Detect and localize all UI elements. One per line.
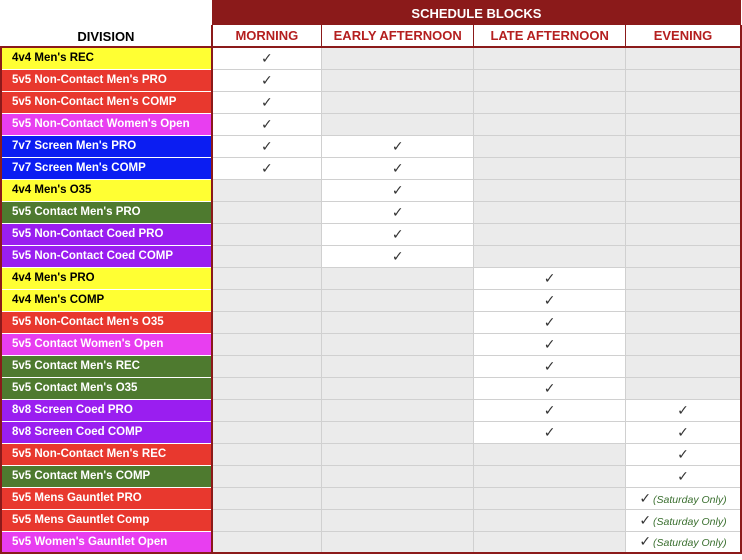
schedule-cell[interactable] (212, 487, 322, 509)
schedule-cell[interactable] (212, 179, 322, 201)
table-row (1, 69, 741, 91)
schedule-cell[interactable] (625, 399, 741, 421)
division-cell[interactable]: 5v5 Contact Men's PRO (1, 201, 212, 223)
check-icon: ✓ (639, 512, 652, 529)
schedule-cell[interactable] (474, 135, 625, 157)
schedule-cell[interactable] (474, 509, 625, 531)
table-row (1, 509, 741, 531)
table-row (1, 333, 741, 355)
schedule-cell[interactable] (474, 245, 625, 267)
check-icon: ✓ (543, 292, 556, 309)
division-cell[interactable]: 7v7 Screen Men's COMP (1, 157, 212, 179)
check-icon: ✓ (261, 94, 273, 111)
schedule-cell[interactable] (321, 267, 473, 289)
check-icon: ✓ (677, 402, 689, 419)
schedule-cell[interactable] (625, 311, 741, 333)
schedule-cell[interactable] (474, 487, 625, 509)
schedule-cell[interactable] (321, 179, 473, 201)
schedule-cell[interactable] (321, 377, 473, 399)
schedule-cell[interactable] (212, 399, 322, 421)
schedule-cell[interactable] (212, 91, 322, 113)
schedule-cell[interactable] (212, 421, 322, 443)
division-cell[interactable]: 5v5 Non-Contact Coed PRO (1, 223, 212, 245)
schedule-cell[interactable] (212, 333, 322, 355)
schedule-cell[interactable] (321, 135, 473, 157)
check-icon: ✓ (639, 534, 652, 551)
check-icon: ✓ (391, 182, 404, 199)
schedule-cell[interactable] (321, 69, 473, 91)
check-icon: ✓ (639, 490, 652, 507)
table-row (1, 91, 741, 113)
table-row (1, 465, 741, 487)
schedule-cell[interactable] (474, 201, 625, 223)
schedule-cell[interactable] (212, 465, 322, 487)
schedule-cell[interactable] (625, 531, 741, 553)
check-icon: ✓ (261, 50, 273, 67)
schedule-cell[interactable] (625, 289, 741, 311)
schedule-cell[interactable] (625, 47, 741, 69)
schedule-cell[interactable] (321, 509, 473, 531)
check-icon: ✓ (543, 336, 556, 353)
schedule-cell[interactable] (212, 531, 322, 553)
schedule-cell[interactable] (212, 311, 322, 333)
table-row (1, 135, 741, 157)
schedule-cell[interactable] (625, 113, 741, 135)
schedule-cell[interactable] (212, 355, 322, 377)
schedule-cell[interactable] (212, 267, 322, 289)
division-cell[interactable]: 5v5 Contact Women's Open (1, 333, 212, 355)
schedule-cell[interactable] (321, 157, 473, 179)
division-cell[interactable]: 5v5 Contact Men's REC (1, 355, 212, 377)
table-row (1, 113, 741, 135)
schedule-cell[interactable] (625, 69, 741, 91)
schedule-cell[interactable] (321, 201, 473, 223)
division-cell[interactable]: 5v5 Non-Contact Coed COMP (1, 245, 212, 267)
check-icon: ✓ (391, 204, 404, 221)
schedule-cell[interactable] (321, 91, 473, 113)
schedule-cell[interactable] (625, 91, 741, 113)
check-icon: ✓ (261, 138, 273, 155)
schedule-cell[interactable] (625, 355, 741, 377)
schedule-cell[interactable] (625, 267, 741, 289)
schedule-cell[interactable] (212, 289, 322, 311)
schedule-cell[interactable] (625, 157, 741, 179)
schedule-cell[interactable] (474, 333, 625, 355)
check-icon: ✓ (543, 402, 556, 419)
schedule-cell[interactable] (474, 399, 625, 421)
table-row (1, 531, 741, 553)
table-row (1, 157, 741, 179)
schedule-cell[interactable] (474, 69, 625, 91)
schedule-cell[interactable] (212, 113, 322, 135)
schedule-cell[interactable] (212, 443, 322, 465)
block-header-evening[interactable]: EVENING (625, 25, 741, 47)
block-header-early-afternoon[interactable]: EARLY AFTERNOON (321, 25, 473, 47)
schedule-cell[interactable] (625, 223, 741, 245)
check-icon: ✓ (261, 72, 273, 89)
schedule-cell[interactable] (212, 377, 322, 399)
schedule-cell[interactable] (625, 487, 741, 509)
table-row (1, 245, 741, 267)
table-row (1, 399, 741, 421)
table-row (1, 377, 741, 399)
schedule-cell[interactable] (212, 201, 322, 223)
table-row (1, 421, 741, 443)
table-row (1, 267, 741, 289)
schedule-cell[interactable] (321, 311, 473, 333)
schedule-cell[interactable] (625, 245, 741, 267)
schedule-cell[interactable] (625, 201, 741, 223)
schedule-cell[interactable] (321, 421, 473, 443)
schedule-cell[interactable] (474, 377, 625, 399)
schedule-cell[interactable] (474, 443, 625, 465)
division-cell[interactable]: 7v7 Screen Men's PRO (1, 135, 212, 157)
table-row (1, 355, 741, 377)
schedule-cell[interactable] (625, 377, 741, 399)
schedule-cell[interactable] (625, 179, 741, 201)
schedule-cell[interactable] (321, 289, 473, 311)
table-row (1, 47, 741, 69)
schedule-cell[interactable] (321, 443, 473, 465)
availability-note: (Saturday Only) (653, 537, 727, 550)
check-icon: ✓ (543, 380, 556, 397)
schedule-cell[interactable] (474, 157, 625, 179)
division-cell[interactable]: 5v5 Contact Men's O35 (1, 377, 212, 399)
division-cell[interactable]: 5v5 Contact Men's COMP (1, 465, 212, 487)
check-icon: ✓ (677, 468, 689, 485)
schedule-cell[interactable] (474, 179, 625, 201)
check-icon: ✓ (677, 424, 689, 441)
check-icon: ✓ (391, 248, 404, 265)
check-icon: ✓ (543, 270, 556, 287)
schedule-cell[interactable] (212, 509, 322, 531)
block-header-late-afternoon[interactable]: LATE AFTERNOON (474, 25, 625, 47)
schedule-cell[interactable] (321, 399, 473, 421)
check-icon: ✓ (543, 314, 556, 331)
table-row (1, 201, 741, 223)
division-cell[interactable]: 4v4 Men's PRO (1, 267, 212, 289)
schedule-cell[interactable] (625, 443, 741, 465)
schedule-cell[interactable] (474, 113, 625, 135)
division-cell[interactable]: 5v5 Mens Gauntlet Comp (1, 509, 212, 531)
schedule-cell[interactable] (474, 465, 625, 487)
schedule-cell[interactable] (212, 135, 322, 157)
division-cell[interactable]: 4v4 Men's REC (1, 47, 212, 69)
schedule-cell[interactable] (474, 91, 625, 113)
schedule-cell[interactable] (321, 355, 473, 377)
schedule-cell[interactable] (625, 421, 741, 443)
schedule-cell[interactable] (625, 333, 741, 355)
division-cell[interactable]: 5v5 Non-Contact Men's O35 (1, 311, 212, 333)
table-row (1, 487, 741, 509)
check-icon: ✓ (391, 138, 404, 155)
schedule-cell[interactable] (474, 289, 625, 311)
division-cell[interactable]: 5v5 Non-Contact Women's Open (1, 113, 212, 135)
schedule-cell[interactable] (625, 135, 741, 157)
check-icon: ✓ (261, 160, 273, 177)
schedule-cell[interactable] (625, 509, 741, 531)
check-icon: ✓ (391, 226, 404, 243)
division-cell[interactable]: 8v8 Screen Coed COMP (1, 421, 212, 443)
schedule-cell[interactable] (212, 69, 322, 91)
division-cell[interactable]: 5v5 Non-Contact Men's PRO (1, 69, 212, 91)
check-icon: ✓ (543, 358, 556, 375)
schedule-cell[interactable] (321, 47, 473, 69)
check-icon: ✓ (677, 446, 689, 463)
table-row (1, 289, 741, 311)
division-cell[interactable]: 5v5 Mens Gauntlet PRO (1, 487, 212, 509)
schedule-cell[interactable] (321, 465, 473, 487)
schedule-cell[interactable] (321, 531, 473, 553)
schedule-rows (1, 47, 741, 553)
schedule-cell[interactable] (212, 245, 322, 267)
schedule-cell[interactable] (321, 333, 473, 355)
division-cell[interactable]: 5v5 Women's Gauntlet Open (1, 531, 212, 553)
availability-note: (Saturday Only) (653, 515, 727, 528)
division-cell[interactable]: 4v4 Men's COMP (1, 289, 212, 311)
schedule-cell[interactable] (321, 487, 473, 509)
schedule-cell[interactable] (212, 157, 322, 179)
division-cell[interactable]: 5v5 Non-Contact Men's REC (1, 443, 212, 465)
check-icon: ✓ (261, 116, 273, 133)
schedule-cell[interactable] (474, 531, 625, 553)
availability-note: (Saturday Only) (653, 493, 727, 506)
table-row (1, 443, 741, 465)
division-cell[interactable]: 4v4 Men's O35 (1, 179, 212, 201)
schedule-cell[interactable] (212, 47, 322, 69)
block-header-morning[interactable]: MORNING (212, 25, 322, 47)
schedule-cell[interactable] (474, 267, 625, 289)
schedule-cell[interactable] (625, 465, 741, 487)
check-icon: ✓ (391, 160, 404, 177)
table-row (1, 311, 741, 333)
schedule-cell[interactable] (474, 355, 625, 377)
check-icon: ✓ (543, 424, 556, 441)
division-cell[interactable]: 5v5 Non-Contact Men's COMP (1, 91, 212, 113)
schedule-cell[interactable] (474, 421, 625, 443)
schedule-cell[interactable] (321, 113, 473, 135)
division-cell[interactable]: 8v8 Screen Coed PRO (1, 399, 212, 421)
schedule-cell[interactable] (321, 245, 473, 267)
schedule-cell[interactable] (474, 47, 625, 69)
table-row (1, 179, 741, 201)
table-row (1, 223, 741, 245)
division-header[interactable]: DIVISION (1, 1, 212, 47)
schedule-cell[interactable] (474, 311, 625, 333)
schedule-cell[interactable] (474, 223, 625, 245)
schedule-cell[interactable] (321, 223, 473, 245)
schedule-cell[interactable] (212, 223, 322, 245)
schedule-blocks-header[interactable]: SCHEDULE BLOCKS (212, 1, 741, 25)
